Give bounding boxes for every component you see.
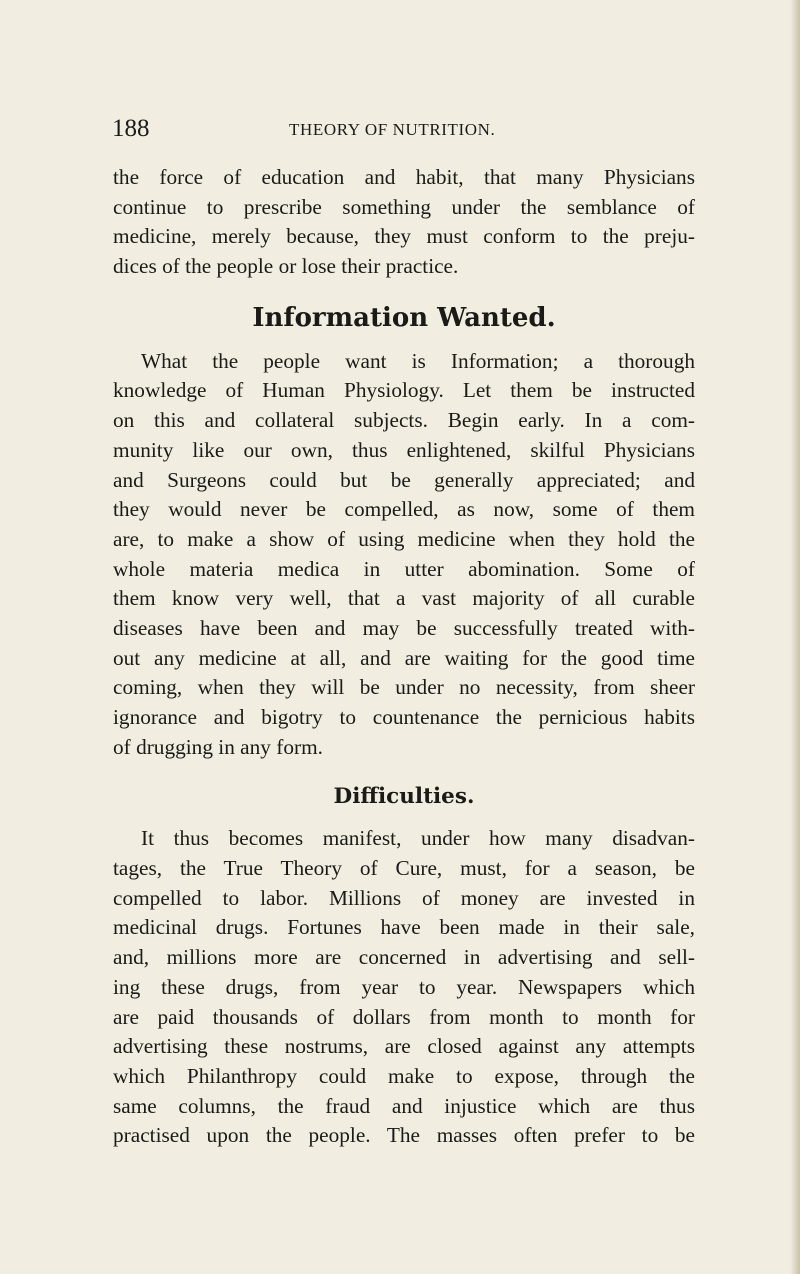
text-line: of drugging in any form. bbox=[113, 734, 323, 759]
text-line: out any medicine at all, and are waiting for the good time bbox=[113, 645, 695, 670]
page-number: 188 bbox=[112, 115, 150, 142]
text-line: It thus becomes manifest, under how many disadvan- bbox=[141, 826, 695, 851]
running-title: THEORY OF NUTRITION. bbox=[289, 120, 496, 139]
section-heading-information-wanted: Information Wanted. bbox=[252, 302, 556, 333]
text-line: them know very well, that a vast majority of all curable bbox=[113, 586, 695, 611]
text-line: compelled to labor. Millions of money are invested in bbox=[113, 885, 695, 910]
text-line: which Philanthropy could make to expose, through the bbox=[113, 1063, 695, 1088]
text-line: diseases have been and may be successfully treated with- bbox=[113, 615, 695, 640]
text-line: ing these drugs, from year to year. Newspapers which bbox=[113, 974, 695, 999]
text-line: continue to prescribe something under the semblance of bbox=[113, 194, 695, 219]
text-line: same columns, the fraud and injustice which are thus bbox=[113, 1093, 695, 1118]
text-line: advertising these nostrums, are closed against any attempts bbox=[113, 1034, 695, 1059]
text-line: on this and collateral subjects. Begin early. In a com- bbox=[113, 408, 695, 433]
text-line: are, to make a show of using medicine when they hold the bbox=[113, 526, 695, 551]
text-line: are paid thousands of dollars from month to month for bbox=[113, 1004, 695, 1029]
text-line: and, millions more are concerned in advertising and sell- bbox=[113, 945, 695, 970]
text-line: whole materia medica in utter abomination. Some of bbox=[113, 556, 695, 581]
text-line: What the people want is Information; a thorough bbox=[141, 348, 695, 373]
section-heading-difficulties: Difficulties. bbox=[333, 784, 475, 810]
text-line: medicinal drugs. Fortunes have been made in their sale, bbox=[113, 915, 695, 940]
text-line: tages, the True Theory of Cure, must, for a season, be bbox=[113, 856, 695, 881]
text-line: ignorance and bigotry to countenance the pernicious habits bbox=[113, 705, 695, 729]
text-line: they would never be compelled, as now, some of them bbox=[113, 497, 695, 522]
body-text bbox=[113, 163, 695, 1151]
text-line: knowledge of Human Physiology. Let them be instructed bbox=[113, 378, 695, 403]
running-head bbox=[112, 114, 712, 144]
text-line: practised upon the people. The masses often prefer to be bbox=[113, 1123, 695, 1148]
text-line: dices of the people or lose their practice. bbox=[113, 254, 459, 279]
text-line: medicine, merely because, they must conform to the preju- bbox=[113, 224, 695, 249]
text-line: the force of education and habit, that many Physicians bbox=[113, 165, 695, 189]
text-line: coming, when they will be under no necessity, from sheer bbox=[113, 675, 695, 700]
text-line: munity like our own, thus enlightened, skilful Physicians bbox=[113, 437, 695, 462]
text-line: and Surgeons could but be generally appreciated; and bbox=[113, 467, 695, 492]
page-edge-shadow bbox=[790, 0, 800, 1274]
